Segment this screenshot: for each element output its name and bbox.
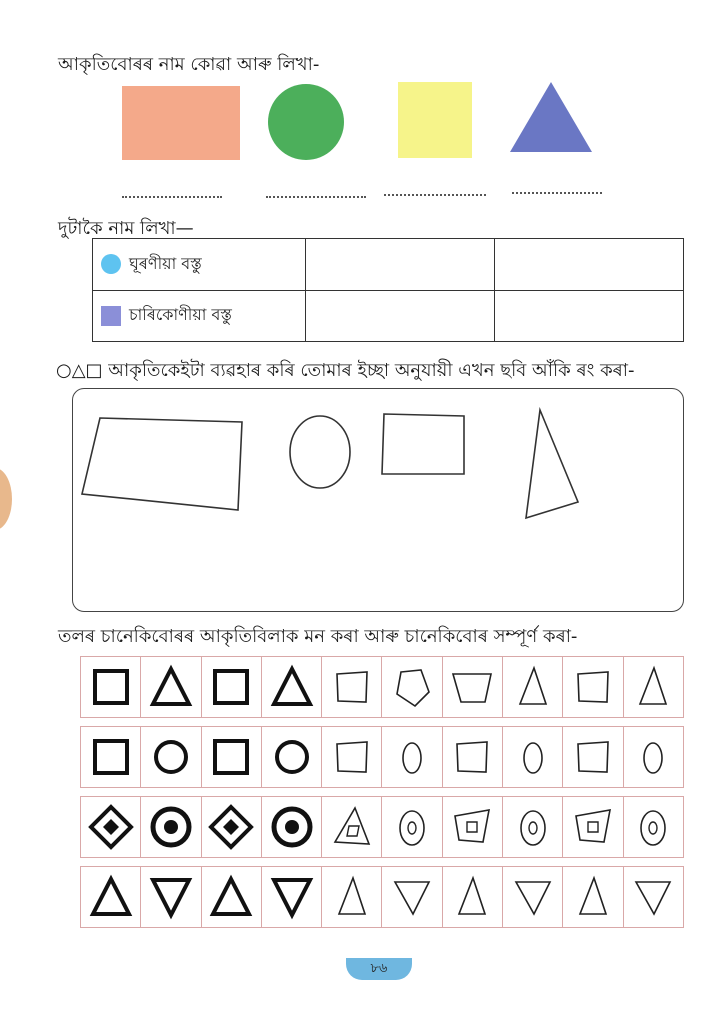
- pattern-cell[interactable]: [443, 867, 503, 927]
- pattern-cell[interactable]: [382, 657, 442, 717]
- hand-square-shape: [449, 734, 495, 780]
- circle-shape: [148, 734, 194, 780]
- hand-triangle-shape: [449, 874, 495, 920]
- hand-oval-shape: [389, 734, 435, 780]
- pattern-cell: [81, 867, 141, 927]
- hand-trapezoid-shape: [449, 664, 495, 710]
- hand-oval-shape: [510, 734, 556, 780]
- blue-triangle: [508, 80, 594, 154]
- pattern-cell[interactable]: [443, 657, 503, 717]
- table-row: [93, 239, 684, 291]
- shape-symbols: ○△□: [56, 360, 103, 381]
- pattern-cell[interactable]: [382, 867, 442, 927]
- target-shape: [148, 804, 194, 850]
- pattern-cell: [81, 797, 141, 857]
- hand-quad-inner-shape: [449, 804, 495, 850]
- pattern-cell: [141, 657, 201, 717]
- triangle-shape: [269, 664, 315, 710]
- pattern-cell[interactable]: [503, 797, 563, 857]
- pattern-cell[interactable]: [563, 797, 623, 857]
- row-label-round: ঘূৰণীয়া বস্তু: [93, 239, 306, 291]
- hand-pentagon-shape: [389, 664, 435, 710]
- row-label-square: চাৰিকোণীয়া বস্তু: [93, 290, 306, 342]
- pattern-cell: [141, 797, 201, 857]
- diamond-shape: [208, 804, 254, 850]
- hand-oval-inner-shape: [389, 804, 435, 850]
- hand-oval-inner-shape: [630, 804, 676, 850]
- instruction-write-two-names: দুটাকৈ নাম লিখা—: [58, 218, 194, 239]
- hand-triangle-shape: [630, 664, 676, 710]
- hand-inv-triangle-shape: [389, 874, 435, 920]
- diamond-shape: [88, 804, 134, 850]
- circle-shape: [269, 734, 315, 780]
- pattern-row-3: [80, 796, 684, 858]
- pattern-cell[interactable]: [624, 657, 683, 717]
- pattern-row-2: [80, 726, 684, 788]
- pattern-cell: [81, 727, 141, 787]
- answer-cell[interactable]: [306, 290, 495, 342]
- hand-oval-inner-shape: [510, 804, 556, 850]
- hand-square-shape: [570, 664, 616, 710]
- hand-drawn-sketch: [72, 388, 684, 612]
- hand-quad-inner-shape: [570, 804, 616, 850]
- pattern-cell[interactable]: [382, 797, 442, 857]
- answer-line-1[interactable]: [122, 196, 222, 198]
- pattern-cell[interactable]: [503, 657, 563, 717]
- square-object-swatch: [101, 306, 121, 326]
- triangle-shape: [208, 874, 254, 920]
- pattern-row-1: [80, 656, 684, 718]
- hand-triangle-shape: [329, 874, 375, 920]
- hand-tri-inner-shape: [329, 804, 375, 850]
- pattern-cell[interactable]: [563, 867, 623, 927]
- pattern-cell[interactable]: [624, 867, 683, 927]
- pattern-cell: [202, 657, 262, 717]
- hand-triangle-shape: [510, 664, 556, 710]
- pattern-cell[interactable]: [322, 727, 382, 787]
- green-circle: [268, 84, 344, 160]
- pattern-cell[interactable]: [624, 797, 683, 857]
- pattern-cell[interactable]: [563, 727, 623, 787]
- hand-inv-triangle-shape: [510, 874, 556, 920]
- pattern-cell: [262, 797, 322, 857]
- pattern-cell[interactable]: [503, 867, 563, 927]
- instruction-draw-picture: ○△□ আকৃতিকেইটা ব্যৱহাৰ কৰি তোমাৰ ইচ্ছা অনুযায়ী এখন ছবি আঁকি ৰং কৰা-: [56, 360, 635, 381]
- pattern-cell[interactable]: [322, 867, 382, 927]
- pattern-cell[interactable]: [443, 797, 503, 857]
- instruction-shapes-name: আকৃতিবোৰৰ নাম কোৱা আৰু লিখা-: [58, 54, 320, 75]
- pattern-cell[interactable]: [443, 727, 503, 787]
- target-shape: [269, 804, 315, 850]
- pattern-cell[interactable]: [503, 727, 563, 787]
- pattern-cell[interactable]: [624, 727, 683, 787]
- square-shape: [208, 664, 254, 710]
- pattern-cell: [262, 867, 322, 927]
- pattern-row-4: [80, 866, 684, 928]
- triangle-shape: [88, 874, 134, 920]
- answer-cell[interactable]: [495, 290, 684, 342]
- hand-triangle-shape: [570, 874, 616, 920]
- pattern-cell: [202, 797, 262, 857]
- pattern-cell: [262, 727, 322, 787]
- round-object-swatch: [101, 254, 121, 274]
- triangle-shape: [148, 664, 194, 710]
- pattern-cell: [202, 727, 262, 787]
- answer-line-3[interactable]: [384, 194, 486, 196]
- hand-square-shape: [329, 664, 375, 710]
- hand-square-shape: [329, 734, 375, 780]
- hand-inv-triangle-shape: [630, 874, 676, 920]
- pattern-cell: [141, 867, 201, 927]
- finger-edge: [0, 468, 12, 530]
- inv-triangle-shape: [269, 874, 315, 920]
- square-shape: [88, 664, 134, 710]
- answer-line-4[interactable]: [512, 192, 602, 194]
- answer-cell[interactable]: [495, 239, 684, 291]
- inv-triangle-shape: [148, 874, 194, 920]
- pattern-cell: [262, 657, 322, 717]
- pattern-cell[interactable]: [382, 727, 442, 787]
- pattern-cell[interactable]: [322, 797, 382, 857]
- hand-square-shape: [570, 734, 616, 780]
- pattern-cell: [202, 867, 262, 927]
- square-shape: [208, 734, 254, 780]
- table-row: [93, 290, 684, 342]
- yellow-square: [398, 82, 472, 158]
- hand-oval-shape: [630, 734, 676, 780]
- page-number: ৮৬: [346, 958, 412, 980]
- square-shape: [88, 734, 134, 780]
- orange-rectangle: [122, 86, 240, 160]
- pattern-cell[interactable]: [563, 657, 623, 717]
- pattern-cell: [81, 657, 141, 717]
- instruction-complete-patterns: তলৰ চানেকিবোৰৰ আকৃতিবিলাক মন কৰা আৰু চানেকিবোৰ সম্পূৰ্ণ কৰা-: [58, 626, 578, 647]
- pattern-cell[interactable]: [322, 657, 382, 717]
- answer-line-2[interactable]: [266, 196, 366, 198]
- names-table: [92, 238, 684, 342]
- pattern-cell: [141, 727, 201, 787]
- answer-cell[interactable]: [306, 239, 495, 291]
